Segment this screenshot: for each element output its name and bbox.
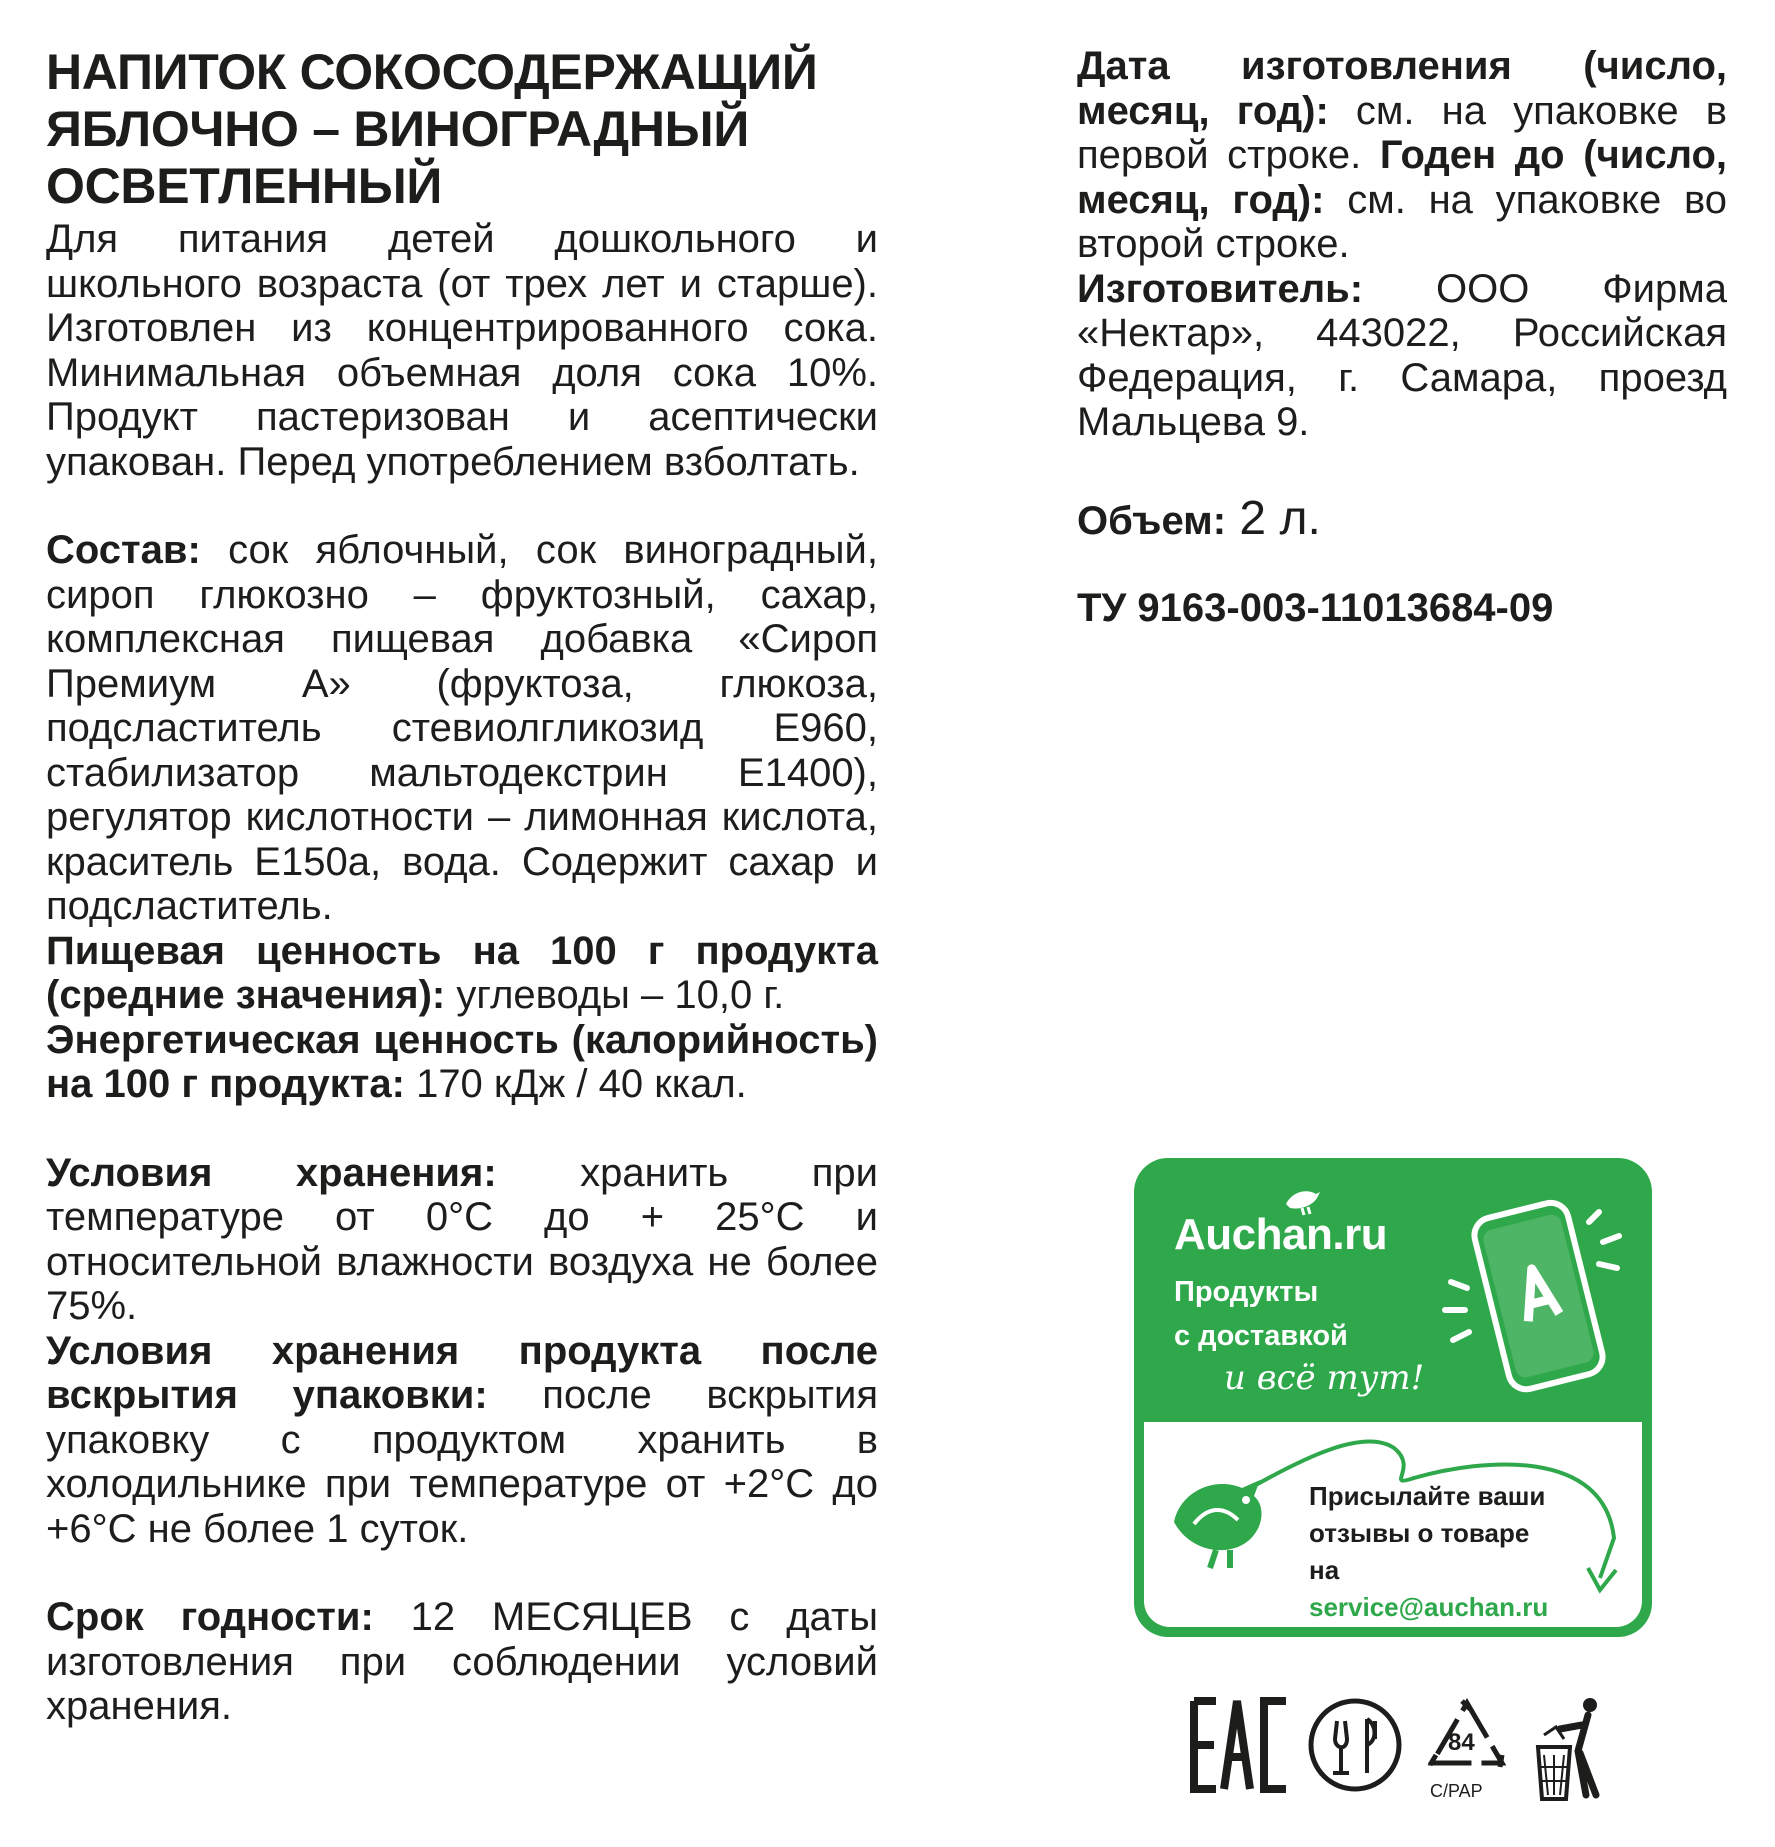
slogan: и всё тут!	[1224, 1358, 1425, 1398]
energy-text: 170 кДж / 40 ккал.	[404, 1062, 747, 1106]
title-line: ОСВЕТЛЕННЫЙ	[46, 158, 442, 214]
badge-bottom	[1144, 1422, 1642, 1627]
best-before-label: Годен до (число, месяц, год):	[1077, 133, 1728, 222]
storage-label: Условия хранения:	[46, 1150, 497, 1195]
volume	[1077, 491, 1727, 546]
manufacturer-text: ООО Фирма «Нектар», 443022, Российская Федерация, г. Самара, проезд Мальцева 9.	[1077, 266, 1727, 444]
recycle-code: 84	[1448, 1729, 1475, 1756]
shelf-life	[46, 1595, 878, 1729]
storage-opened-label: Условия хранения продукта после вскрытия упаковки:	[46, 1328, 878, 1417]
title-line: НАПИТОК СОКОСОДЕРЖАЩИЙ	[46, 44, 818, 100]
composition	[46, 528, 878, 929]
dates	[1077, 44, 1727, 267]
eac-mark-icon	[1190, 1695, 1290, 1795]
right-column	[1077, 44, 1727, 631]
tagline-line: с доставкой	[1174, 1320, 1348, 1352]
phone-icon	[1439, 1198, 1639, 1398]
feedback-line: отзывы о товаре	[1309, 1518, 1530, 1548]
recycle-material: C/PAP	[1430, 1781, 1483, 1801]
composition-text: сок яблочный, сок виноградный, сироп глюкозно – фруктозный, сахар, комплексная пищевая добавка «Сироп Премиум А» (фруктоза, глюкоза, подсластитель стевиолгликозид Е960, стабилизатор мальтодекстрин Е1400), регулятор кислотности – лимонная кислота, краситель Е150а, вода. Содержит сахар и подсластитель.	[46, 528, 878, 928]
badge-top	[1134, 1158, 1652, 1420]
auchan-site: Auchan.ru	[1174, 1210, 1388, 1259]
storage-opened	[46, 1329, 878, 1552]
volume-unit: л.	[1266, 491, 1321, 545]
food-contact-icon	[1305, 1695, 1405, 1795]
product-description: Для питания детей дошкольного и школьного возраста (от трех лет и старше). Изготовлен из концентрированного сока. Минимальная объемная доля сока 10%. Продукт пастеризован и асептически упакован. Перед употреблением взболтать.	[46, 217, 878, 484]
feedback-email-link[interactable]: service@auchan.ru	[1309, 1592, 1549, 1622]
manufacture-date-text: см. на упаковке в первой строке.	[1077, 88, 1728, 177]
left-column	[46, 44, 878, 1729]
nutrition	[46, 929, 878, 1018]
storage	[46, 1151, 878, 1329]
tagline	[1174, 1270, 1348, 1358]
nutrition-text: углеводы – 10,0 г.	[445, 973, 785, 1017]
feedback-line-email	[1309, 1552, 1548, 1626]
tagline-line: Продукты	[1174, 1276, 1319, 1308]
composition-label: Состав:	[46, 528, 201, 572]
storage-text: хранить при температуре от 0°С до + 25°С и относительной влажности воздуха не более 75%.	[46, 1150, 878, 1328]
title-line: ЯБЛОЧНО – ВИНОГРАДНЫЙ	[46, 101, 749, 157]
manufacture-date-label: Дата изготовления (число, месяц, год):	[1077, 44, 1727, 133]
technical-standard: ТУ 9163-003-11013684-09	[1077, 585, 1554, 630]
shelf-life-text: 12 МЕСЯЦЕВ с даты изготовления при соблюдении условий хранения.	[46, 1595, 878, 1728]
volume-value: 2	[1226, 491, 1267, 545]
manufacturer-label: Изготовитель:	[1077, 266, 1364, 311]
feedback-prefix: на	[1309, 1555, 1340, 1585]
nutrition-label: Пищевая ценность на 100 г продукта (средние значения):	[46, 928, 878, 1017]
trash-bin-icon	[1530, 1695, 1610, 1805]
bird-small-icon	[1282, 1182, 1322, 1216]
shelf-life-label: Срок годности:	[46, 1595, 374, 1639]
best-before-text: см. на упаковке во второй строке.	[1077, 177, 1728, 266]
volume-label: Объем:	[1077, 498, 1227, 543]
feedback-text	[1309, 1478, 1548, 1626]
manufacturer	[1077, 267, 1727, 445]
marks-row	[1190, 1695, 1610, 1805]
feedback-line: Присылайте ваши	[1309, 1481, 1546, 1511]
product-title	[46, 44, 878, 215]
auchan-badge	[1134, 1158, 1652, 1637]
energy-label: Энергетическая ценность (калорийность) на 100 г продукта:	[46, 1017, 878, 1106]
storage-opened-text: после вскрытия упаковку с продуктом хранить в холодильнике при температуре от +2°С до +6°С не более 1 суток.	[46, 1373, 879, 1551]
energy	[46, 1018, 878, 1107]
